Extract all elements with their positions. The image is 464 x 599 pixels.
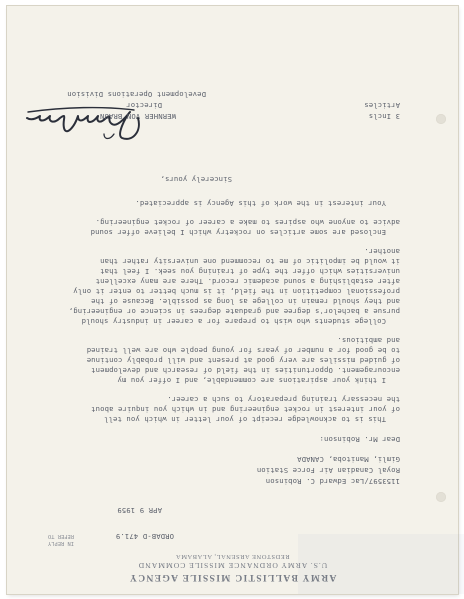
reply-note-1: IN REPLY [48, 540, 74, 546]
reply-note-2: REFER TO [48, 533, 74, 539]
paragraph-line: it would be impolitic of me to recommend one university rather than [100, 257, 400, 266]
paragraph-line: Your interest in the work of this Agency is appreciated. [135, 199, 386, 208]
paragraph-line: I think your aspirations are commendable, and I offer you my [117, 376, 386, 385]
paragraph-line: encouragement. Opportunities in the field of research and development [91, 366, 400, 375]
signer-division: Development Operations Division [67, 90, 206, 99]
paragraph-line: after establishing a sound academic record. There are many excellent [95, 277, 400, 286]
paragraph-line: pursue a bachelor's degree and graduate degrees in science or engineering, [68, 307, 400, 316]
recipient-line: 1153597/Lac Edward C. Robinson [265, 477, 400, 486]
paragraph-line: professional competition in the field, it is much better to enter it only [73, 287, 400, 296]
letter-sheet [7, 6, 458, 594]
rotated-letter [7, 6, 458, 594]
enclosure-label: Articles [364, 101, 400, 110]
paragraph-line: another. [364, 247, 400, 256]
file-reference: ORDAB-D 471.9 [115, 532, 174, 541]
signer-name: WERNHER VON BRAUN [99, 112, 176, 121]
punch-hole [436, 114, 446, 124]
punch-hole [436, 492, 446, 502]
paragraph-line: the necessary training preparatory to such a career. [167, 395, 400, 404]
paragraph-line: and they should remain in college as long as possible. Because of the [91, 297, 400, 306]
letterhead-command: U.S. ARMY ORDNANCE MISSILE COMMAND [137, 561, 328, 570]
paragraph-line: College students who wish to prepare for a career in industry should [81, 317, 386, 326]
paragraph-line: advice to anyone who aspires to make a career of rocket engineering. [95, 218, 400, 227]
paragraph-line: universities which offer the type of training you seek. I feel that [100, 267, 400, 276]
closing: Sincerely yours, [160, 175, 232, 184]
paragraph-line: This is to acknowledge receipt of your letter in which you tell [103, 415, 386, 424]
salutation: Dear Mr. Robinson: [319, 435, 400, 444]
recipient-line: Royal Canadian Air Force Station [256, 466, 400, 475]
letterhead-agency: ARMY BALLISTIC MISSILE AGENCY [128, 572, 337, 583]
paragraph-line: Enclosed are some articles on rocketry which I believe offer sound [90, 228, 386, 237]
signer-title: Director [126, 101, 162, 110]
letter-date: APR 9 1959 [117, 506, 162, 515]
paragraph-line: of guided missiles are very good at present and will probably continue [86, 356, 400, 365]
enclosure-count: 3 Incls [368, 112, 400, 121]
paragraph-line: to be good for a number of years for young people who are well trained [86, 346, 400, 355]
paragraph-line: and ambitious. [337, 336, 400, 345]
recipient-line: Gimli, Manitoba, CANADA [297, 455, 400, 464]
paragraph-line: of your interest in rocket engineering and in which you inquire about [91, 405, 400, 414]
letterhead-location: REDSTONE ARSENAL, ALABAMA [175, 553, 290, 560]
